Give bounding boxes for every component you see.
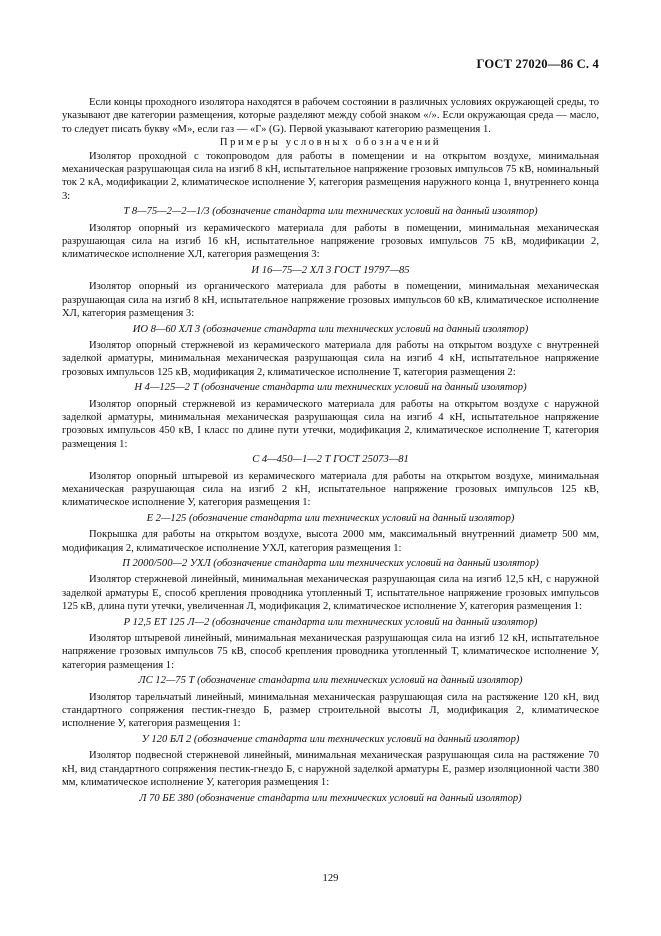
example-designation: У 120 БЛ 2 (обозначение стандарта или технических условий на данный изолятор) — [141, 733, 520, 745]
example-designation: Н 4—125—2 Т (обозначение стандарта или технических условий на данный изолятор) — [134, 382, 527, 394]
document-body — [62, 96, 599, 808]
example-designation: ИО 8—60 ХЛ 3 (обозначение стандарта или технических условий на данный изолятор) — [132, 323, 529, 335]
example-description: Изолятор штыревой линейный, минимальная механическая разрушающая сила на изгиб 12 кН, испытательное напряжение грозовых импульсов 75 кВ, способ крепления проводника утопленный Т, климатическое исполнение У, категория размещения 1: — [62, 633, 599, 671]
examples-heading: Примеры условных обозначений — [219, 137, 442, 149]
example-designation: И 16—75—2 ХЛ 3 ГОСТ 19797—85 — [251, 264, 410, 276]
intro-paragraph: Если концы проходного изолятора находятся в рабочем состоянии в различных условиях окружающей среды, то указывают две категории размещения, которые разделяют между собой знаком «/». Если окружающая среда — масло, то следует писать букву «М», если газ — «Г» (G). Первой указывают категорию размещения 1. — [62, 97, 599, 135]
example-description: Изолятор проходной с токопроводом для работы в помещении и на открытом воздухе, минимальная механическая разрушающая сила на изгиб 8 кН, испытательное напряжение грозовых импульсов 75 кВ, номинальный ток 2 кА, модификации 2, климатическое исполнение У, категория размещения наружного конца 1, внутреннего конца 3: — [62, 150, 599, 202]
example-designation: Е 2—125 (обозначение стандарта или технических условий на данный изолятор) — [146, 512, 515, 524]
example-description: Изолятор опорный штыревой из керамического материала для работы на открытом воздухе, минимальная механическая разрушающая сила на изгиб 2 кН, испытательное напряжение грозовых импульсов 125 кВ, климатическое исполнение У, категория размещения 1: — [62, 470, 599, 509]
example-designation: П 2000/500—2 УХЛ (обозначение стандарта или технических условий на данный изолятор) — [122, 558, 539, 569]
example-designation: ЛС 12—75 Т (обозначение стандарта или технических условий на данный изолятор) — [138, 675, 523, 687]
example-description: Изолятор опорный стержневой из керамического материала для работы на открытом воздухе с наружной заделкой арматуры, минимальная механическая разрушающая сила на изгиб 4 кН, испытательное напряжение грозовых импульсов 450 кВ, I класс по длине пути утечки, модификация 2, климатическое исполнение Т, категория размещения 1: — [62, 398, 599, 450]
page-number: 129 — [322, 873, 339, 884]
example-designation: С 4—450—1—2 Т ГОСТ 25073—81 — [252, 454, 409, 466]
example-description: Изолятор стержневой линейный, минимальная механическая разрушающая сила на изгиб 12,5 кН, с наружной заделкой арматуры Е, способ крепления проводника утопленный Т, испытательное напряжение грозовых импульсов 125 кВ, длина пути утечки, увеличенная Л, модификация 2, климатическое исполнение У, категория размещения 1: — [62, 574, 599, 613]
example-designation: Р 12,5 ЕТ 125 Л—2 (обозначение стандарта или технических условий на данный изолятор) — [123, 616, 538, 628]
page-header: ГОСТ 27020—86 С. 4 — [476, 57, 599, 71]
example-designation: Т 8—75—2—2—1/3 (обозначение стандарта или технических условий на данный изолятор) — [123, 206, 538, 218]
example-description: Изолятор подвесной стержневой линейный, минимальная механическая разрушающая сила на растяжение 70 кН, вид стандартного сопряжения пестик-гнездо Б, с наружной заделкой арматуры Е, размер изоляционной части 380 мм, климатическое исполнение У, категория размещения 1: — [62, 750, 599, 789]
example-designation: Л 70 БЕ 380 (обозначение стандарта или технических условий на данный изолятор) — [139, 792, 522, 804]
example-description: Изолятор тарельчатый линейный, минимальная механическая разрушающая сила на растяжение 120 кН, вид стандартного сопряжения пестик-гнездо Б, размер строительной высоты Л, модификация 2, климатическое исполнение У, категория размещения 1: — [62, 691, 599, 730]
example-description: Покрышка для работы на открытом воздухе, высота 2000 мм, максимальный внутренний диаметр 500 мм, модификация 2, климатическое исполнение УХЛ, категория размещения 1: — [62, 529, 599, 554]
example-description: Изолятор опорный из керамического материала для работы в помещении, минимальная механическая разрушающая сила на изгиб 16 кН, испытательное напряжение грозовых импульсов 75 кВ, модификации 2, климатическое исполнение ХЛ, категория размещения 3: — [62, 222, 599, 261]
example-description: Изолятор опорный стержневой из керамического материала для работы на открытом воздухе с внутренней заделкой арматуры, минимальная механическая разрушающая сила на изгиб 4 кН, испытательное напряжение грозовых импульсов 125 кВ, модификация 2, климатическое исполнение Т, категория размещения 2: — [62, 339, 599, 378]
example-description: Изолятор опорный из органического материала для работы в помещении, минимальная механическая разрушающая сила на изгиб 8 кН, испытательное напряжение грозовых импульсов 60 кВ, климатическое исполнение ХЛ, категория размещения 3: — [62, 281, 599, 320]
